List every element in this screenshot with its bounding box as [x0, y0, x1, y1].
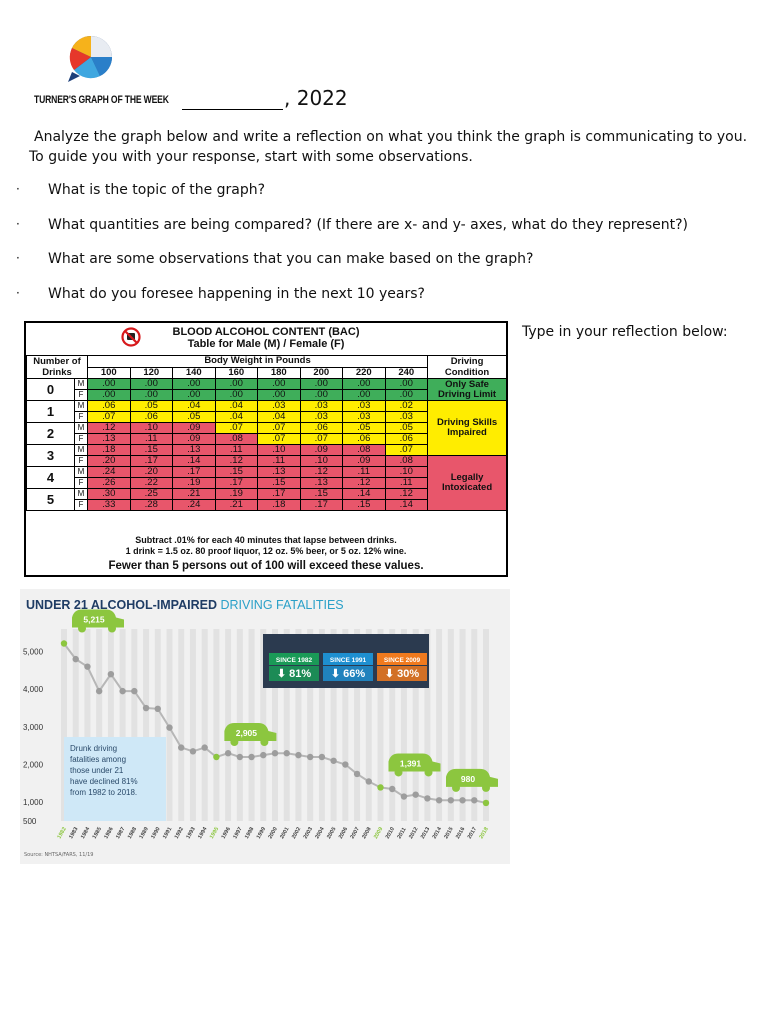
bac-value: .00 [258, 379, 301, 390]
callout-value: 5,215 [83, 614, 105, 625]
sex-label: M [75, 489, 88, 500]
bac-value: .00 [258, 390, 301, 401]
x-tick-label: 1988 [126, 826, 139, 840]
note-line: fatalities among [70, 755, 127, 764]
data-point [354, 771, 360, 777]
bac-value: .08 [343, 445, 386, 456]
data-point [131, 688, 137, 694]
weight-column-header: 120 [130, 367, 173, 379]
data-point [190, 748, 196, 754]
bac-value: .15 [215, 467, 258, 478]
bac-value: .02 [385, 401, 428, 412]
sex-label: F [75, 478, 88, 489]
bac-value: .09 [300, 445, 343, 456]
x-tick-label: 2000 [267, 826, 279, 840]
x-tick-label: 2008 [361, 826, 373, 840]
bac-value: .00 [130, 379, 173, 390]
bac-value: .11 [130, 434, 173, 445]
bac-value: .00 [385, 390, 428, 401]
bac-value: .26 [88, 478, 131, 489]
bac-value: .03 [343, 412, 386, 423]
bac-value: .12 [88, 423, 131, 434]
bac-value: .14 [385, 500, 428, 511]
bullet-icon: · [16, 182, 20, 196]
condition-intoxicated: Legally Intoxicated [428, 456, 507, 511]
y-tick-label: 4,000 [23, 685, 44, 695]
list-item [16, 217, 716, 252]
bac-value: .13 [258, 467, 301, 478]
table-row [27, 401, 507, 412]
bac-value: .30 [88, 489, 131, 500]
drinks-count: 0 [27, 379, 75, 401]
bullet-icon: · [16, 251, 20, 265]
bac-footer-bold: Fewer than 5 persons out of 100 will exceed these values. [108, 560, 424, 572]
weight-column-header: 140 [173, 367, 216, 379]
callout-wheel [395, 768, 403, 776]
bac-value: .12 [300, 467, 343, 478]
data-point [284, 750, 290, 756]
x-tick-label: 2015 [443, 826, 455, 840]
data-point [166, 724, 172, 730]
drinks-header: Number of Drinks [27, 356, 88, 379]
sex-label: F [75, 500, 88, 511]
bac-table-figure [24, 321, 508, 577]
weight-column-header: 220 [343, 367, 386, 379]
sex-label: M [75, 379, 88, 390]
bac-grid [26, 355, 507, 511]
data-point [342, 761, 348, 767]
logo-icon [64, 34, 116, 84]
x-tick-label: 2003 [302, 826, 315, 840]
x-tick-label: 1985 [91, 826, 104, 840]
bac-value: .07 [215, 423, 258, 434]
data-point [61, 640, 67, 646]
bac-value: .00 [88, 379, 131, 390]
x-tick-label: 2005 [326, 826, 338, 840]
x-tick-label: 2006 [337, 826, 350, 840]
callout-wheel [425, 768, 433, 776]
data-point [213, 754, 219, 760]
bac-value: .03 [258, 401, 301, 412]
bac-footer-note-2: 1 drink = 1.5 oz. 80 proof liquor, 12 oz. 5% beer, or 5 oz. 12% wine. [125, 546, 407, 556]
bac-value: .15 [300, 489, 343, 500]
bac-value: .09 [173, 423, 216, 434]
bac-value: .00 [343, 390, 386, 401]
data-point [201, 744, 207, 750]
bac-value: .05 [173, 412, 216, 423]
bac-value: .08 [215, 434, 258, 445]
x-tick-label: 1998 [244, 826, 256, 840]
bac-value: .05 [343, 423, 386, 434]
bac-value: .06 [300, 423, 343, 434]
bac-value: .13 [173, 445, 216, 456]
y-tick-label: 1,000 [23, 798, 44, 808]
x-tick-label: 1987 [115, 826, 127, 840]
data-point [295, 752, 301, 758]
x-tick-label: 1989 [138, 826, 150, 840]
bac-value: .17 [130, 456, 173, 467]
bac-value: .11 [258, 456, 301, 467]
data-point [377, 784, 383, 790]
callout-wheel [108, 624, 116, 632]
fatalities-infographic [20, 589, 510, 864]
stat-label: SINCE 1991 [329, 657, 367, 664]
bac-value: .12 [215, 456, 258, 467]
drinks-count: 5 [27, 489, 75, 511]
bullet-icon: · [16, 216, 20, 231]
bac-value: .21 [215, 500, 258, 511]
bac-value: .00 [215, 379, 258, 390]
bac-footer [26, 535, 506, 573]
bac-value: .18 [258, 500, 301, 511]
data-point [143, 705, 149, 711]
data-point [436, 797, 442, 803]
bac-value: .11 [385, 478, 428, 489]
chart-title-light: DRIVING FATALITIES [220, 598, 344, 612]
bac-value: .10 [300, 456, 343, 467]
list-item [16, 286, 716, 321]
y-tick-label: 3,000 [23, 722, 44, 732]
bac-value: .11 [343, 467, 386, 478]
weight-header: Body Weight in Pounds [88, 356, 428, 368]
x-tick-label: 2011 [396, 826, 408, 840]
bac-value: .07 [258, 434, 301, 445]
x-tick-label: 1986 [103, 826, 115, 840]
drinks-count: 2 [27, 423, 75, 445]
drinks-count: 4 [27, 467, 75, 489]
x-tick-label: 1992 [173, 826, 186, 840]
bac-value: .13 [300, 478, 343, 489]
bac-value: .03 [385, 412, 428, 423]
x-tick-label: 1984 [79, 826, 92, 840]
x-tick-label: 2007 [349, 826, 361, 840]
bac-value: .19 [215, 489, 258, 500]
x-tick-label: 2018 [478, 826, 490, 840]
x-tick-label: 1996 [220, 826, 232, 840]
bac-value: .00 [343, 379, 386, 390]
stat-label: SINCE 2009 [383, 657, 421, 664]
x-tick-label: 1994 [197, 826, 209, 840]
y-tick-label: 2,000 [23, 760, 44, 770]
sex-label: F [75, 412, 88, 423]
data-point [471, 797, 477, 803]
callout-wheel [452, 784, 460, 792]
data-point [389, 786, 395, 792]
bac-value: .08 [385, 456, 428, 467]
x-tick-label: 2012 [408, 826, 420, 840]
data-point [272, 750, 278, 756]
bac-value: .20 [88, 456, 131, 467]
stat-value: ⬇ 81% [276, 668, 312, 680]
sex-label: F [75, 456, 88, 467]
fatalities-chart [20, 589, 510, 864]
instructions-line-2: To guide you with your response, start with some observations. [29, 149, 473, 165]
bac-subtitle-line: Table for Male (M) / Female (F) [187, 338, 345, 350]
data-point [248, 754, 254, 760]
x-tick-label: 2009 [373, 826, 385, 840]
data-point [73, 656, 79, 662]
bac-value: .00 [215, 390, 258, 401]
bac-value: .00 [130, 390, 173, 401]
note-line: from 1982 to 2018. [70, 788, 138, 797]
bac-footer-note-1: Subtract .01% for each 40 minutes that lapse between drinks. [135, 535, 397, 545]
bac-value: .17 [300, 500, 343, 511]
data-point [424, 795, 430, 801]
data-point [96, 688, 102, 694]
data-point [412, 791, 418, 797]
data-point [108, 671, 114, 677]
bac-value: .17 [215, 478, 258, 489]
bac-value: .07 [258, 423, 301, 434]
table-row [27, 379, 507, 390]
bac-value: .07 [300, 434, 343, 445]
bac-value: .20 [130, 467, 173, 478]
bac-value: .10 [258, 445, 301, 456]
bac-value: .07 [385, 445, 428, 456]
bac-value: .00 [173, 390, 216, 401]
data-point [319, 754, 325, 760]
callout-value: 980 [460, 773, 476, 784]
bac-value: .09 [173, 434, 216, 445]
bac-value: .05 [130, 401, 173, 412]
bac-value: .04 [173, 401, 216, 412]
bac-value: .13 [88, 434, 131, 445]
bac-value: .21 [173, 489, 216, 500]
bac-value: .00 [300, 390, 343, 401]
bac-value: .04 [215, 412, 258, 423]
note-line: those under 21 [70, 766, 124, 775]
question-list [16, 182, 716, 320]
bac-value: .06 [130, 412, 173, 423]
bac-value: .06 [88, 401, 131, 412]
bac-value: .04 [215, 401, 258, 412]
bac-value: .33 [88, 500, 131, 511]
bac-value: .06 [343, 434, 386, 445]
question-text: What do you foresee happening in the next 10 years? [48, 285, 425, 302]
condition-impaired: Driving Skills Impaired [428, 401, 507, 456]
bac-value: .24 [173, 500, 216, 511]
bac-value: .07 [88, 412, 131, 423]
bac-value: .15 [343, 500, 386, 511]
bac-value: .15 [130, 445, 173, 456]
data-point [330, 758, 336, 764]
x-tick-label: 1983 [68, 826, 80, 840]
data-point [178, 744, 184, 750]
instructions [29, 127, 754, 167]
condition-safe: Only Safe Driving Limit [428, 379, 507, 401]
bac-value: .03 [343, 401, 386, 412]
bac-value: .03 [300, 412, 343, 423]
bac-value: .06 [385, 434, 428, 445]
data-point [483, 800, 489, 806]
date-blank-field[interactable] [182, 89, 283, 110]
bac-value: .17 [173, 467, 216, 478]
callout-value: 2,905 [235, 728, 258, 738]
list-item [16, 251, 716, 286]
date-heading [182, 86, 348, 110]
x-tick-label: 1991 [162, 826, 174, 840]
bac-value: .22 [130, 478, 173, 489]
bullet-icon: · [16, 285, 20, 300]
bac-value: .15 [258, 478, 301, 489]
x-tick-label: 1993 [185, 826, 197, 840]
x-tick-label: 2014 [431, 826, 443, 840]
bac-value: .25 [130, 489, 173, 500]
data-point [401, 793, 407, 799]
bac-value: .14 [343, 489, 386, 500]
bac-value: .00 [300, 379, 343, 390]
x-tick-label: 2002 [290, 826, 303, 840]
weight-column-header: 100 [88, 367, 131, 379]
bac-value: .28 [130, 500, 173, 511]
bac-value: .19 [173, 478, 216, 489]
x-tick-label: 1995 [208, 826, 221, 840]
bac-value: .18 [88, 445, 131, 456]
chart-title-bold: UNDER 21 ALCOHOL-IMPAIRED [26, 598, 217, 612]
weight-column-header: 180 [258, 367, 301, 379]
instructions-line-1: Analyze the graph below and write a reflection on what you think the graph is communicating to you. [34, 129, 748, 145]
bac-value: .12 [385, 489, 428, 500]
table-row [27, 456, 507, 467]
sex-label: M [75, 401, 88, 412]
bac-value: .11 [215, 445, 258, 456]
data-point [225, 750, 231, 756]
bac-value: .17 [258, 489, 301, 500]
x-tick-label: 2001 [279, 826, 291, 840]
sex-label: M [75, 445, 88, 456]
y-tick-label: 5,000 [23, 647, 44, 657]
x-tick-label: 2010 [384, 826, 397, 840]
x-tick-label: 1982 [56, 826, 68, 840]
bac-value: .10 [130, 423, 173, 434]
data-point [84, 663, 90, 669]
drinks-count: 1 [27, 401, 75, 423]
bac-value: .00 [173, 379, 216, 390]
weight-column-header: 160 [215, 367, 258, 379]
x-tick-label: 1999 [255, 826, 268, 840]
condition-header: Driving Condition [428, 356, 507, 379]
data-point [155, 706, 161, 712]
weight-column-header: 240 [385, 367, 428, 379]
x-tick-label: 1997 [232, 826, 244, 840]
x-tick-label: 2017 [466, 826, 479, 840]
callout-wheel [260, 738, 268, 746]
x-tick-label: 2016 [455, 826, 467, 840]
bac-value: .00 [385, 379, 428, 390]
bac-value: .09 [343, 456, 386, 467]
question-text: What quantities are being compared? (If there are x- and y- axes, what do they represent?) [48, 216, 688, 233]
bac-value: .12 [343, 478, 386, 489]
sex-label: M [75, 423, 88, 434]
data-point [260, 752, 266, 758]
sex-label: M [75, 467, 88, 478]
data-point [237, 754, 243, 760]
chart-title [26, 598, 344, 612]
data-point [307, 754, 313, 760]
date-year: , 2022 [284, 86, 348, 110]
data-point [459, 797, 465, 803]
sex-label: F [75, 434, 88, 445]
sex-label: F [75, 390, 88, 401]
question-text: What are some observations that you can make based on the graph? [48, 251, 534, 267]
bac-value: .03 [300, 401, 343, 412]
question-text: What is the topic of the graph? [48, 182, 266, 198]
drinks-count: 3 [27, 445, 75, 467]
bac-value: .14 [173, 456, 216, 467]
bac-value: .05 [385, 423, 428, 434]
bac-value: .10 [385, 467, 428, 478]
data-point [119, 688, 125, 694]
weight-column-header: 200 [300, 367, 343, 379]
x-tick-label: 2004 [314, 826, 326, 840]
x-tick-label: 2013 [419, 826, 432, 840]
note-line: Drunk driving [70, 744, 118, 753]
stat-label: SINCE 1982 [275, 657, 313, 664]
bac-title-line: BLOOD ALCOHOL CONTENT (BAC) [172, 326, 360, 338]
x-tick-label: 1990 [150, 826, 162, 840]
stat-value: ⬇ 66% [330, 668, 366, 680]
bac-title [26, 326, 506, 350]
bac-value: .00 [88, 390, 131, 401]
callout-wheel [230, 738, 238, 746]
reflection-prompt: Type in your reflection below: [522, 324, 728, 340]
note-line: have declined 81% [70, 777, 138, 786]
bac-value: .24 [88, 467, 131, 478]
callout-value: 1,391 [399, 758, 422, 769]
stat-value: ⬇ 30% [384, 668, 420, 680]
list-item [16, 182, 716, 217]
data-point [366, 778, 372, 784]
y-tick-label: 500 [23, 817, 37, 826]
data-point [448, 797, 454, 803]
bac-value: .04 [258, 412, 301, 423]
chart-source: Source: NHTSA/FARS, 11/19 [24, 852, 94, 858]
callout-wheel [482, 784, 490, 792]
logo-text: TURNER'S GRAPH OF THE WEEK [34, 94, 169, 106]
callout-wheel [78, 624, 86, 632]
